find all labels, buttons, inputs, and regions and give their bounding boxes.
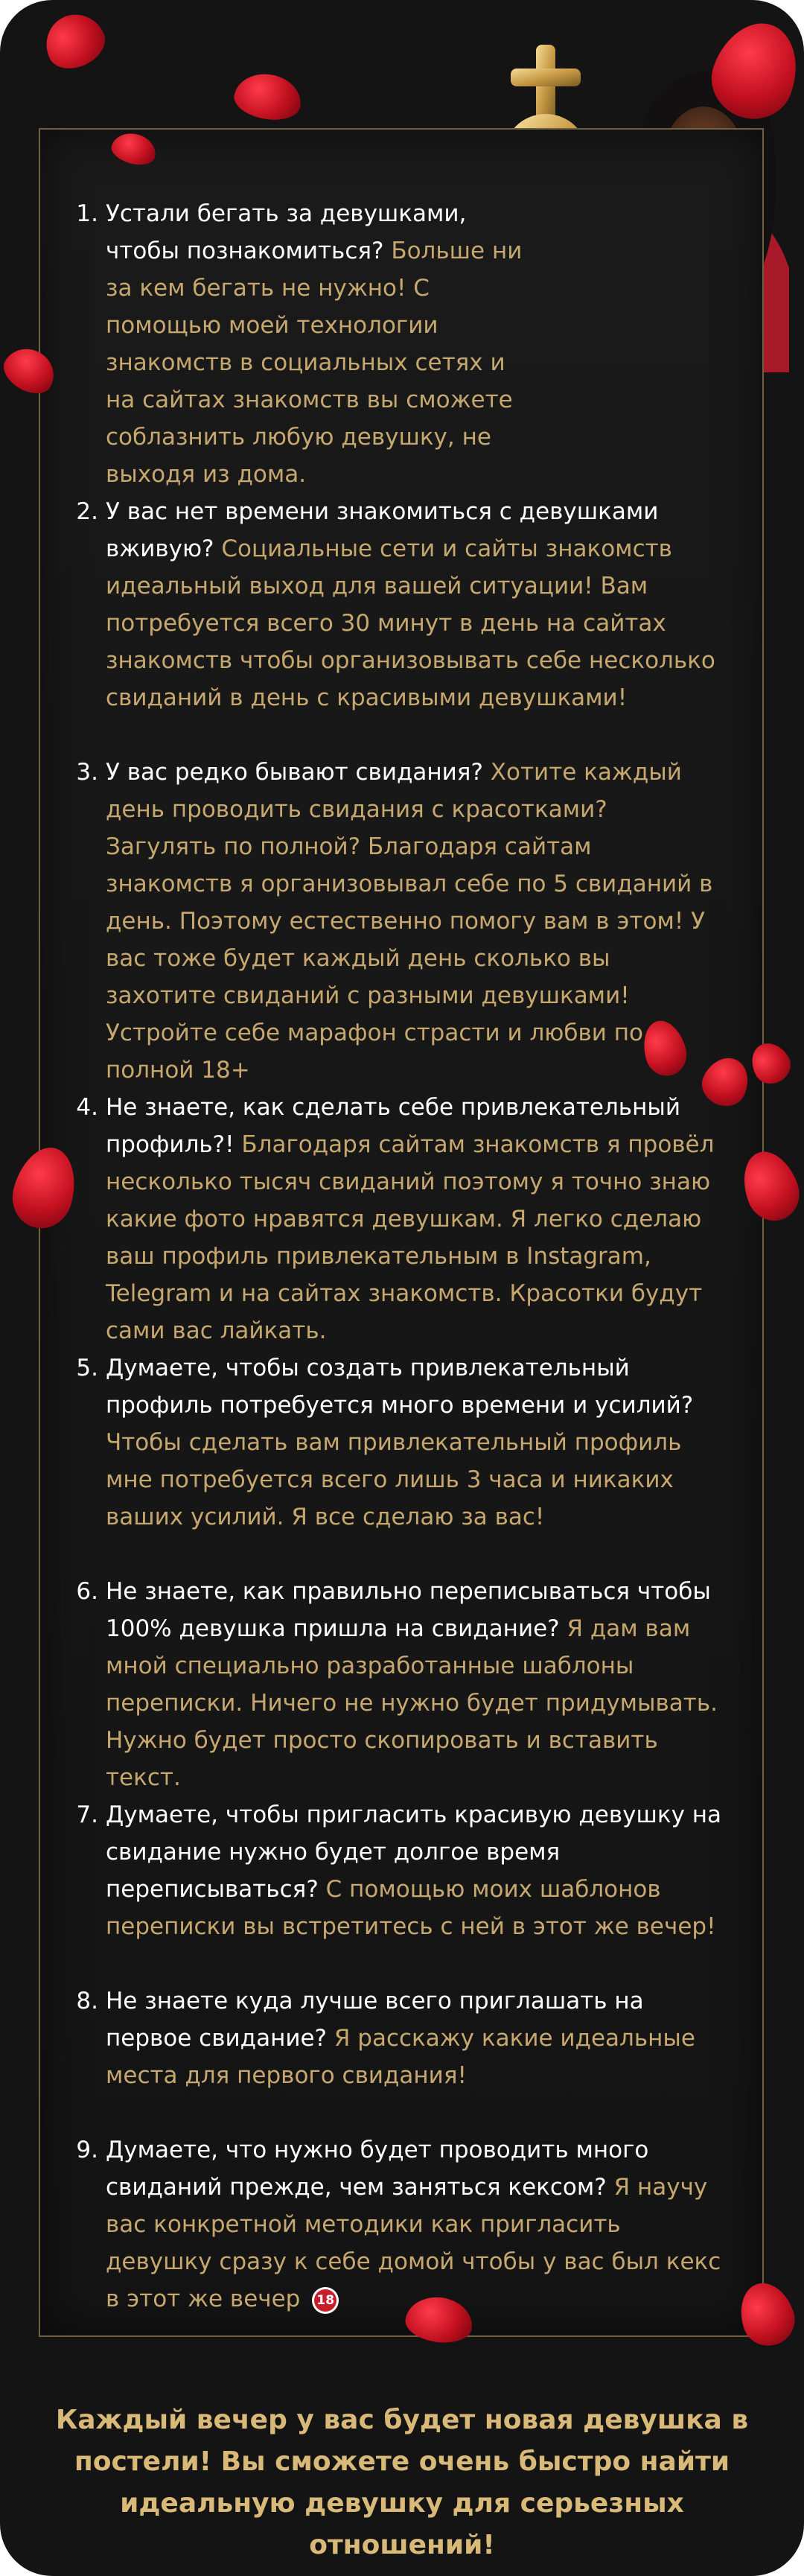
age-18-badge-icon: 18 (312, 2287, 339, 2314)
item-answer: Я дам вам мной специально разработанные шаблоны переписки. Ничего не нужно будет придумывать. Нужно будет просто скопировать и вставить текст. (106, 1615, 718, 1791)
item-question: У вас редко бывают свидания? (106, 759, 483, 786)
list-item (61, 1796, 724, 1945)
list-item (61, 1089, 724, 1349)
list-item (61, 754, 724, 1089)
item-question: Не знаете, как правильно переписываться чтобы 100% девушка пришла на свидание? (106, 1578, 711, 1642)
item-answer: С помощью моих шаблонов переписки вы встретитесь с ней в этот же вечер! (106, 1876, 716, 1940)
item-number: 1. (76, 200, 98, 227)
item-number: 6. (76, 1578, 98, 1605)
item-question: Думаете, чтобы пригласить красивую девушку на свидание нужно будет долгое время переписываться? (106, 1801, 722, 1903)
list-item (61, 2131, 724, 2318)
item-question: Устали бегать за девушками, чтобы познакомиться? (106, 200, 467, 264)
footer-tagline: Каждый вечер у вас будет новая девушка в постели! Вы сможете очень быстро найти идеальную девушку для серьезных отношений! (55, 2405, 749, 2560)
item-answer: Я научу вас конкретной методики как пригласить девушку сразу к себе домой чтобы у вас был кекс в этот же вечер (106, 2174, 721, 2312)
item-answer: Я расскажу какие идеальные места для первого свидания! (106, 2025, 695, 2089)
item-number: 4. (76, 1094, 98, 1121)
item-question: Не знаете куда лучше всего приглашать на первое свидание? (106, 1988, 644, 2052)
item-number: 8. (76, 1988, 98, 2014)
list-item (61, 1349, 724, 1536)
list-item (61, 1982, 724, 2094)
item-answer: Благодаря сайтам знакомств я провёл несколько тысяч свиданий поэтому я точно знаю какие фото нравятся девушкам. Я легко сделаю ваш профиль привлекательным в Instagram, Telegram и на сайтах знакомств. Красотки будут сами вас лайкать. (106, 1131, 715, 1344)
item-number: 2. (76, 498, 98, 525)
item-question: Не знаете, как сделать себе привлекательный профиль?! (106, 1094, 680, 1158)
item-answer: Чтобы сделать вам привлекательный профиль мне потребуется всего лишь 3 часа и никаких ваших усилий. Я все сделаю за вас! (106, 1429, 682, 1530)
item-number: 5. (76, 1355, 98, 1381)
list-item (61, 1573, 724, 1796)
item-answer: Социальные сети и сайты знакомств идеальный выход для вашей ситуации! Вам потребуется всего 30 минут в день на сайтах знакомств чтобы организовывать себе несколько свиданий в день с красивыми девушками! (106, 535, 715, 711)
item-number: 7. (76, 1801, 98, 1828)
item-number: 9. (76, 2137, 98, 2163)
item-question: Думаете, что нужно будет проводить много свиданий прежде, чем заняться кексом? (106, 2137, 649, 2201)
item-answer: Больше ни за кем бегать не нужно! С помощью моей технологии знакомств в социальных сетях и на сайтах знакомств вы сможете соблазнить любую девушку, не выходя из дома. (106, 238, 523, 488)
item-number: 3. (76, 759, 98, 786)
item-answer: Хотите каждый день проводить свидания с красотками? Загулять по полной? Благодаря сайтам знакомств я организовывал себе по 5 свиданий в день. Поэтому естественно помогу вам в этом! У вас тоже будет каждый день сколько вы захотите свиданий с разными девушками! Устройте себе марафон страсти и любви по полной 18+ (106, 759, 713, 1084)
item-question: У вас нет времени знакомиться с девушками вживую? (106, 498, 659, 562)
list-item (61, 493, 724, 716)
list-item (61, 195, 537, 493)
rose-petal-icon (231, 69, 304, 125)
rose-petal-icon (36, 4, 112, 77)
item-question: Думаете, чтобы создать привлекательный профиль потребуется много времени и усилий? (106, 1355, 694, 1419)
